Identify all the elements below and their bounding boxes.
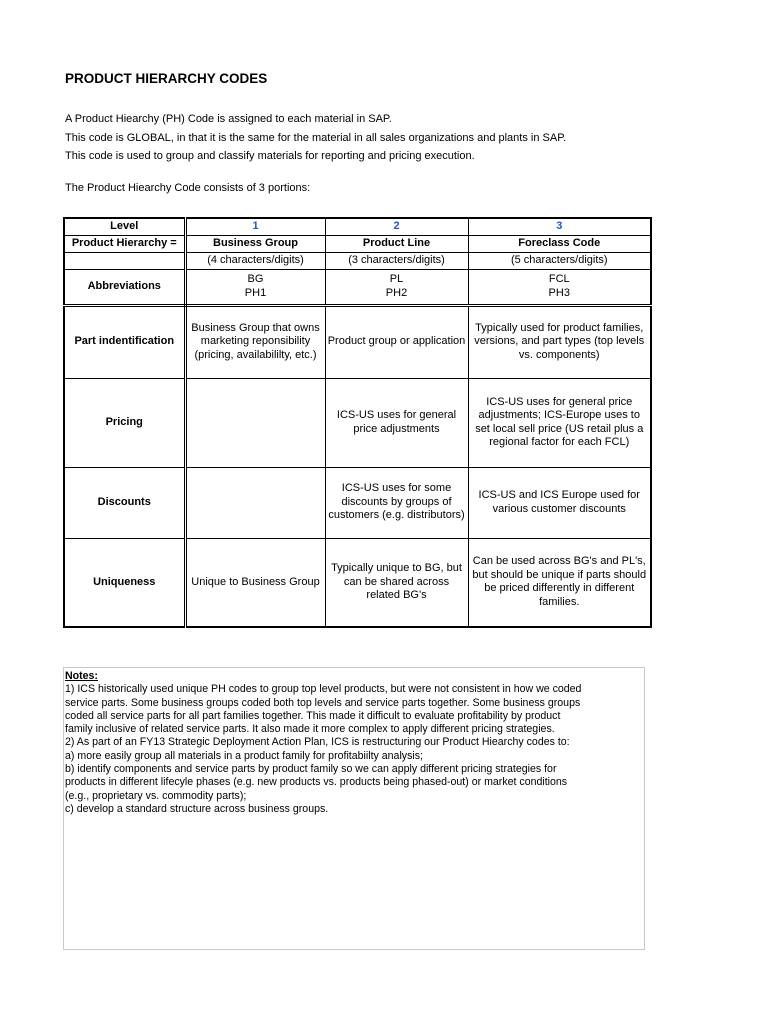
notes-line: products in different lifecyle phases (e.g. new products vs. products being phased-out) or market conditions <box>65 776 568 789</box>
abbr-value: PH2 <box>385 286 408 299</box>
intro-text <box>65 110 566 166</box>
cell-text: Typically used for product families, versions, and part types (top levels vs. components) <box>468 305 651 378</box>
cell-text <box>185 467 325 538</box>
cell-text: Typically unique to BG, but can be shared across related BG's <box>325 538 468 627</box>
notes-box <box>63 667 645 950</box>
intro-line: This code is GLOBAL, in that it is the same for the material in all sales organizations and plants in SAP. <box>65 131 567 144</box>
abbr-business-group <box>185 269 325 305</box>
abbr-product-line <box>325 269 468 305</box>
row-label-part-identification: Part indentification <box>64 305 185 378</box>
level-2: 2 <box>325 218 468 235</box>
notes-line: coded all service parts for all part families together. This made it difficult to evaluate profitability by product <box>65 709 561 722</box>
cell-text: ICS-US uses for general price adjustments <box>325 378 468 467</box>
abbr-value: PL <box>389 273 404 285</box>
abbr-value: PH3 <box>548 286 570 299</box>
column-business-group: Business Group <box>185 235 325 252</box>
cell-text: Unique to Business Group <box>185 538 325 627</box>
notes-line: a) more easily group all materials in a product family for profitabiilty analysis; <box>65 749 423 762</box>
row-label-pricing: Pricing <box>64 378 185 467</box>
column-foreclass-code: Foreclass Code <box>468 235 651 252</box>
cell-text: Business Group that owns marketing reponsibility (pricing, availabililty, etc.) <box>185 305 325 378</box>
level-label: Level <box>64 218 185 235</box>
notes-line: 1) ICS historically used unique PH codes to group top level products, but were not consistent in how we coded <box>65 683 582 696</box>
notes-title: Notes: <box>65 670 98 682</box>
intro-line: A Product Hiearchy (PH) Code is assigned to each material in SAP. <box>65 113 392 125</box>
level-3: 3 <box>468 218 651 235</box>
cell-text: ICS-US and ICS Europe used for various customer discounts <box>468 467 651 538</box>
cell-text: Can be used across BG's and PL's, but should be unique if parts should be priced differently in different families. <box>468 538 651 627</box>
cell-text: ICS-US uses for some discounts by groups of customers (e.g. distributors) <box>325 467 468 538</box>
cell-text <box>185 378 325 467</box>
abbr-value: FCL <box>548 273 570 285</box>
row-label-discounts: Discounts <box>64 467 185 538</box>
row-label-abbreviations: Abbreviations <box>64 269 185 305</box>
abbr-value: BG <box>247 273 264 285</box>
notes-line: b) identify components and service parts by product family so we can apply different pricing strategies for <box>65 763 557 776</box>
product-hierarchy-label: Product Hierarchy = <box>64 235 185 252</box>
cell-text: ICS-US uses for general price adjustments; ICS-Europe uses to set local sell price (US retail plus a regional factor for each FCL) <box>468 378 651 467</box>
size-foreclass-code: (5 characters/digits) <box>468 252 651 269</box>
level-1: 1 <box>185 218 325 235</box>
page-title: PRODUCT HIERARCHY CODES <box>65 71 268 86</box>
row-label-uniqueness: Uniqueness <box>64 538 185 627</box>
product-hierarchy-table <box>63 217 652 628</box>
notes-line: family inclusive of related service parts. It also made it more complex to apply different pricing strategies. <box>65 723 555 736</box>
column-product-line: Product Line <box>325 235 468 252</box>
cell-text: Product group or application <box>325 305 468 378</box>
size-product-line: (3 characters/digits) <box>325 252 468 269</box>
notes-line: 2) As part of an FY13 Strategic Deployment Action Plan, ICS is restructuring our Product Hiearchy codes to: <box>65 736 570 749</box>
portions-intro: The Product Hiearchy Code consists of 3 portions: <box>65 182 311 194</box>
notes-line: c) develop a standard structure across business groups. <box>65 802 329 815</box>
notes-line: (e.g., proprietary vs. commodity parts); <box>65 789 247 802</box>
notes-line: service parts. Some business groups coded both top levels and service parts together. Some business groups <box>65 696 581 709</box>
intro-line: This code is used to group and classify materials for reporting and pricing execution. <box>65 150 475 162</box>
size-label-empty <box>64 252 185 269</box>
size-business-group: (4 characters/digits) <box>185 252 325 269</box>
abbr-foreclass-code <box>468 269 651 305</box>
abbr-value: PH1 <box>244 286 267 299</box>
